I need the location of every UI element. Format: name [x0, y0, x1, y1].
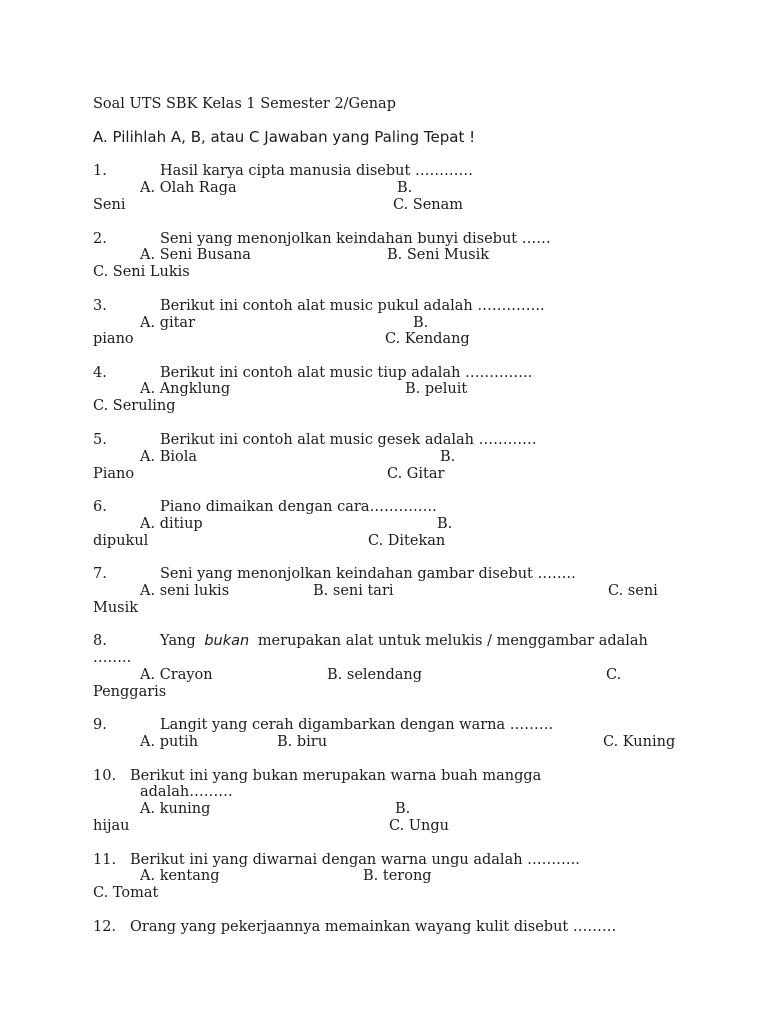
- question-text-continuation: adalah………: [140, 784, 233, 800]
- option-a: A. Angklung: [140, 381, 231, 397]
- question-number: 12.: [93, 919, 117, 935]
- question-number: 2.: [93, 231, 107, 247]
- option-b: B.: [395, 801, 411, 817]
- question-number: 9.: [93, 717, 107, 733]
- option-b: B. selendang: [327, 667, 423, 683]
- question-text: Piano dimaikan dengan cara…………..: [160, 499, 437, 515]
- option-c: C. Ungu: [389, 818, 449, 834]
- option-b: B. terong: [363, 868, 432, 884]
- question-text-pre: Yang: [160, 633, 196, 649]
- option-a: A. seni lukis: [140, 583, 230, 599]
- option-c: Penggaris: [93, 684, 167, 700]
- option-c: C. seni: [608, 583, 658, 599]
- option-c: C. Senam: [393, 197, 464, 213]
- option-b: B.: [437, 516, 453, 532]
- option-a: A. kentang: [140, 868, 220, 884]
- option-c: C. Seruling: [93, 398, 176, 414]
- option-b: dipukul: [93, 533, 149, 549]
- question-text: Hasil karya cipta manusia disebut …………: [160, 163, 473, 179]
- option-b: B. biru: [277, 734, 328, 750]
- question-text: [160, 633, 648, 650]
- question-text: Seni yang menonjolkan keindahan gambar disebut ……..: [160, 566, 576, 582]
- option-c: C. Kuning: [603, 734, 676, 750]
- question-number: 4.: [93, 365, 107, 381]
- option-a: A. Biola: [140, 449, 197, 465]
- option-a: A. putih: [140, 734, 199, 750]
- option-c: C. Seni Lukis: [93, 264, 190, 280]
- option-b: B. seni tari: [313, 583, 394, 599]
- question-text: Berikut ini contoh alat music tiup adalah …………..: [160, 365, 533, 381]
- question-number: 5.: [93, 432, 107, 448]
- section-instruction: A. Pilihlah A, B, atau C Jawaban yang Paling Tepat !: [93, 128, 476, 146]
- option-a: A. ditiup: [140, 516, 203, 532]
- question-text: Berikut ini yang bukan merupakan warna buah mangga: [130, 768, 542, 784]
- question-number: 3.: [93, 298, 107, 314]
- option-c: Musik: [93, 600, 139, 616]
- option-c: C. Kendang: [385, 331, 470, 347]
- question-text: Berikut ini contoh alat music pukul adalah …………..: [160, 298, 545, 314]
- option-a: A. gitar: [140, 315, 196, 331]
- option-b: Piano: [93, 466, 135, 482]
- question-number: 8.: [93, 633, 107, 649]
- question-number: 6.: [93, 499, 107, 515]
- option-a: A. Seni Busana: [140, 247, 251, 263]
- option-b: hijau: [93, 818, 130, 834]
- question-text: Orang yang pekerjaannya memainkan wayang kulit disebut ………: [130, 919, 617, 935]
- option-b: B.: [413, 315, 429, 331]
- option-b: B. Seni Musik: [387, 247, 490, 263]
- question-number: 10.: [93, 768, 117, 784]
- question-number: 7.: [93, 566, 107, 582]
- question-text: Langit yang cerah digambarkan dengan warna ………: [160, 717, 554, 733]
- option-b: B. peluit: [405, 381, 468, 397]
- question-text: Berikut ini yang diwarnai dengan warna ungu adalah ………..: [130, 852, 580, 868]
- document-title: Soal UTS SBK Kelas 1 Semester 2/Genap: [93, 96, 396, 112]
- option-c: C. Ditekan: [368, 533, 446, 549]
- option-a: A. Olah Raga: [140, 180, 237, 196]
- question-text: Berikut ini contoh alat music gesek adalah …………: [160, 432, 537, 448]
- option-c: C. Gitar: [387, 466, 445, 482]
- option-b: Seni: [93, 197, 126, 213]
- question-text-post: merupakan alat untuk melukis / menggambar adalah: [257, 633, 648, 649]
- option-a: A. Crayon: [140, 667, 213, 683]
- question-text-emphasis: bukan: [204, 633, 250, 649]
- question-number: 1.: [93, 163, 107, 179]
- option-b: B.: [440, 449, 456, 465]
- option-c: C. Tomat: [93, 885, 159, 901]
- option-b: B.: [397, 180, 413, 196]
- option-c: C.: [606, 667, 622, 683]
- option-a: A. kuning: [140, 801, 211, 817]
- option-b: piano: [93, 331, 134, 347]
- question-text-continuation: ……..: [93, 650, 132, 666]
- question-text: Seni yang menonjolkan keindahan bunyi disebut ……: [160, 231, 551, 247]
- question-number: 11.: [93, 852, 117, 868]
